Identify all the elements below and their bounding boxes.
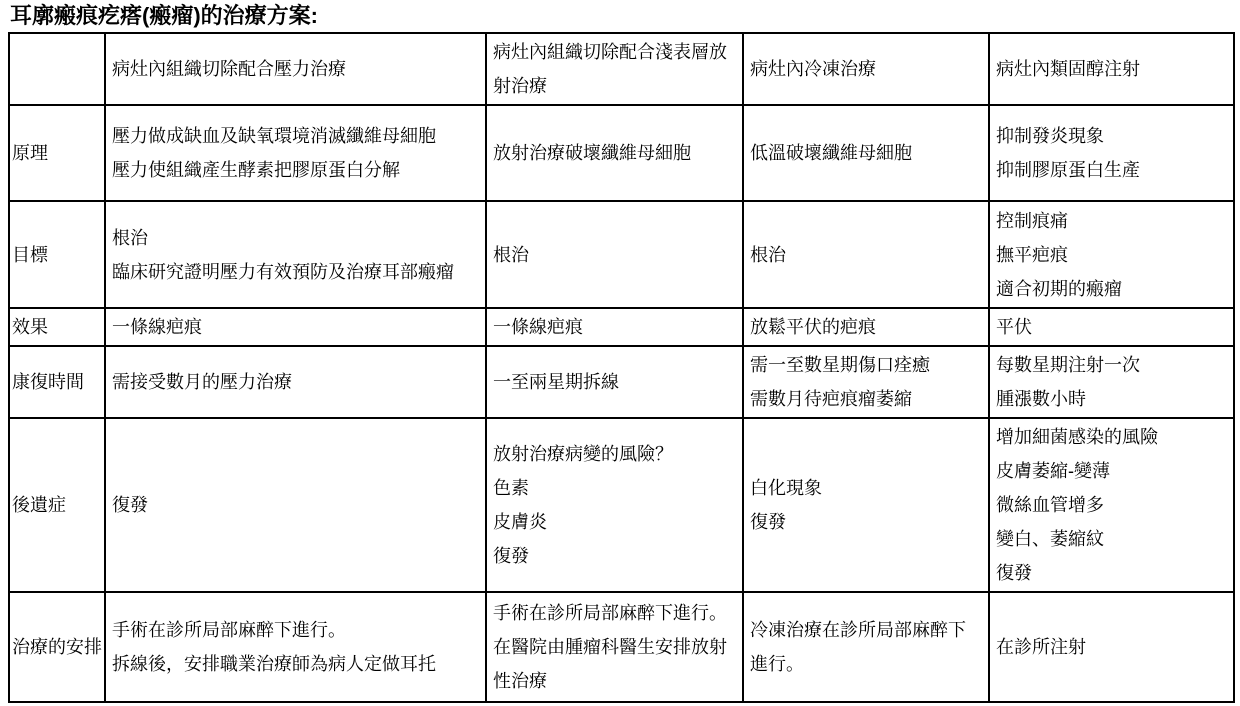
cell-text-line: 一至兩星期拆線 [493, 372, 619, 392]
cell-text-line: 根治 [493, 244, 529, 265]
cell-text-line: 控制痕痛 [996, 210, 1068, 231]
cell-text-line: 放鬆平伏的疤痕 [750, 317, 876, 337]
cell-text-line: 平伏 [996, 317, 1032, 337]
row-label [9, 308, 105, 346]
cell-text-line: 原理 [12, 143, 48, 163]
cell-text-line: 低溫破壞纖維母細胞 [750, 143, 912, 163]
cell-text-line: 一條線疤痕 [493, 317, 583, 337]
cell-text-line: 手術在診所局部麻醉下進行。 [493, 603, 727, 623]
table-cell [105, 308, 486, 346]
cell-text-line: 復發 [750, 512, 786, 532]
table-cell [989, 308, 1234, 346]
table-cell [989, 201, 1234, 308]
cell-text-line: 一條線疤痕 [112, 317, 202, 337]
cell-text-line: 壓力做成缺血及缺氧環境消滅纖維母細胞 [112, 126, 436, 146]
cell-text-line: 冷凍治療在診所局部麻醉下進行。 [750, 620, 966, 674]
table-cell [743, 418, 989, 592]
table-cell [105, 346, 486, 418]
table-cell [989, 105, 1234, 201]
column-header [989, 33, 1234, 105]
table-cell [486, 592, 743, 702]
table-cell [743, 105, 989, 201]
table-body [9, 105, 1234, 702]
table-row [9, 105, 1234, 201]
cell-text-line: 根治 [750, 244, 786, 265]
cell-text-line: 抑制膠原蛋白生產 [996, 160, 1140, 180]
cell-text-line: 康復時間 [12, 372, 84, 392]
cell-text-line: 需接受數月的壓力治療 [112, 372, 292, 392]
table-cell [486, 105, 743, 201]
cell-text-line: 每數星期注射一次 [996, 355, 1140, 375]
cell-text-line: 需數月待疤痕瘤萎縮 [750, 389, 912, 409]
cell-text-line: 在診所注射 [996, 637, 1086, 657]
column-header [743, 33, 989, 105]
table-cell [486, 201, 743, 308]
table-cell [105, 201, 486, 308]
table-cell [743, 346, 989, 418]
cell-text-line: 微絲血管增多 [996, 495, 1104, 515]
corner-cell [9, 33, 105, 105]
cell-text-line: 手術在診所局部麻醉下進行。 [112, 620, 346, 640]
cell-text-line: 皮膚萎縮-變薄 [996, 461, 1110, 481]
page [0, 3, 1240, 703]
row-label [9, 201, 105, 308]
treatment-table [8, 32, 1235, 703]
cell-text-line: 色素 [493, 478, 529, 498]
column-header [486, 33, 743, 105]
table-cell [743, 308, 989, 346]
table-cell [105, 418, 486, 592]
cell-text-line: 增加細菌感染的風險 [996, 427, 1158, 447]
cell-text-line: 復發 [996, 563, 1032, 583]
table-cell [105, 105, 486, 201]
cell-text-line: 根治 [112, 227, 148, 248]
table-cell [486, 308, 743, 346]
table-cell [989, 592, 1234, 702]
cell-text-line: 撫平疤痕 [996, 244, 1068, 265]
cell-text-line: 治療的安排 [12, 637, 102, 657]
row-label [9, 346, 105, 418]
table-row [9, 418, 1234, 592]
table-cell [743, 201, 989, 308]
table-cell [743, 592, 989, 702]
cell-text-line: 復發 [493, 546, 529, 566]
table-cell [989, 418, 1234, 592]
cell-text-line: 病灶內組織切除配合壓力治療 [112, 59, 346, 79]
row-label [9, 105, 105, 201]
cell-text-line: 後遺症 [12, 495, 66, 515]
cell-text-line: 目標 [12, 244, 48, 265]
cell-text-line: 病灶內組織切除配合淺表層放射治療 [493, 42, 727, 96]
cell-text-line: 放射治療破壞纖維母細胞 [493, 143, 691, 163]
cell-text-line: 臨床研究證明壓力有效預防及治療耳部瘢瘤 [112, 261, 454, 282]
cell-text-line: 變白、萎縮紋 [996, 529, 1104, 549]
column-header [105, 33, 486, 105]
table-row [9, 201, 1234, 308]
cell-text-line: 病灶內冷凍治療 [750, 59, 876, 79]
table-row [9, 592, 1234, 702]
cell-text-line: 病灶內類固醇注射 [996, 59, 1140, 79]
cell-text-line: 適合初期的瘢瘤 [996, 278, 1122, 299]
cell-text-line: 拆線後，安排職業治療師為病人定做耳托 [112, 654, 436, 674]
cell-text-line: 皮膚炎 [493, 512, 547, 532]
table-cell [486, 418, 743, 592]
cell-text-line: 抑制發炎現象 [996, 126, 1104, 146]
cell-text-line: 腫漲數小時 [996, 389, 1086, 409]
cell-text-line: 放射治療病變的風險？ [493, 444, 673, 464]
cell-text-line: 需一至數星期傷口痊癒 [750, 355, 930, 375]
table-row [9, 346, 1234, 418]
row-label [9, 592, 105, 702]
table-row [9, 308, 1234, 346]
cell-text-line: 復發 [112, 495, 148, 515]
table-cell [486, 346, 743, 418]
cell-text-line: 效果 [12, 317, 48, 337]
row-label [9, 418, 105, 592]
cell-text-line: 壓力使組織產生酵素把膠原蛋白分解 [112, 160, 400, 180]
table-cell [989, 346, 1234, 418]
table-header-row [9, 33, 1234, 105]
table-cell [105, 592, 486, 702]
cell-text-line: 白化現象 [750, 478, 822, 498]
page-title: 耳廓瘢痕疙瘩(瘢瘤)的治療方案: [10, 3, 318, 28]
cell-text-line: 在醫院由腫瘤科醫生安排放射性治療 [493, 637, 727, 691]
